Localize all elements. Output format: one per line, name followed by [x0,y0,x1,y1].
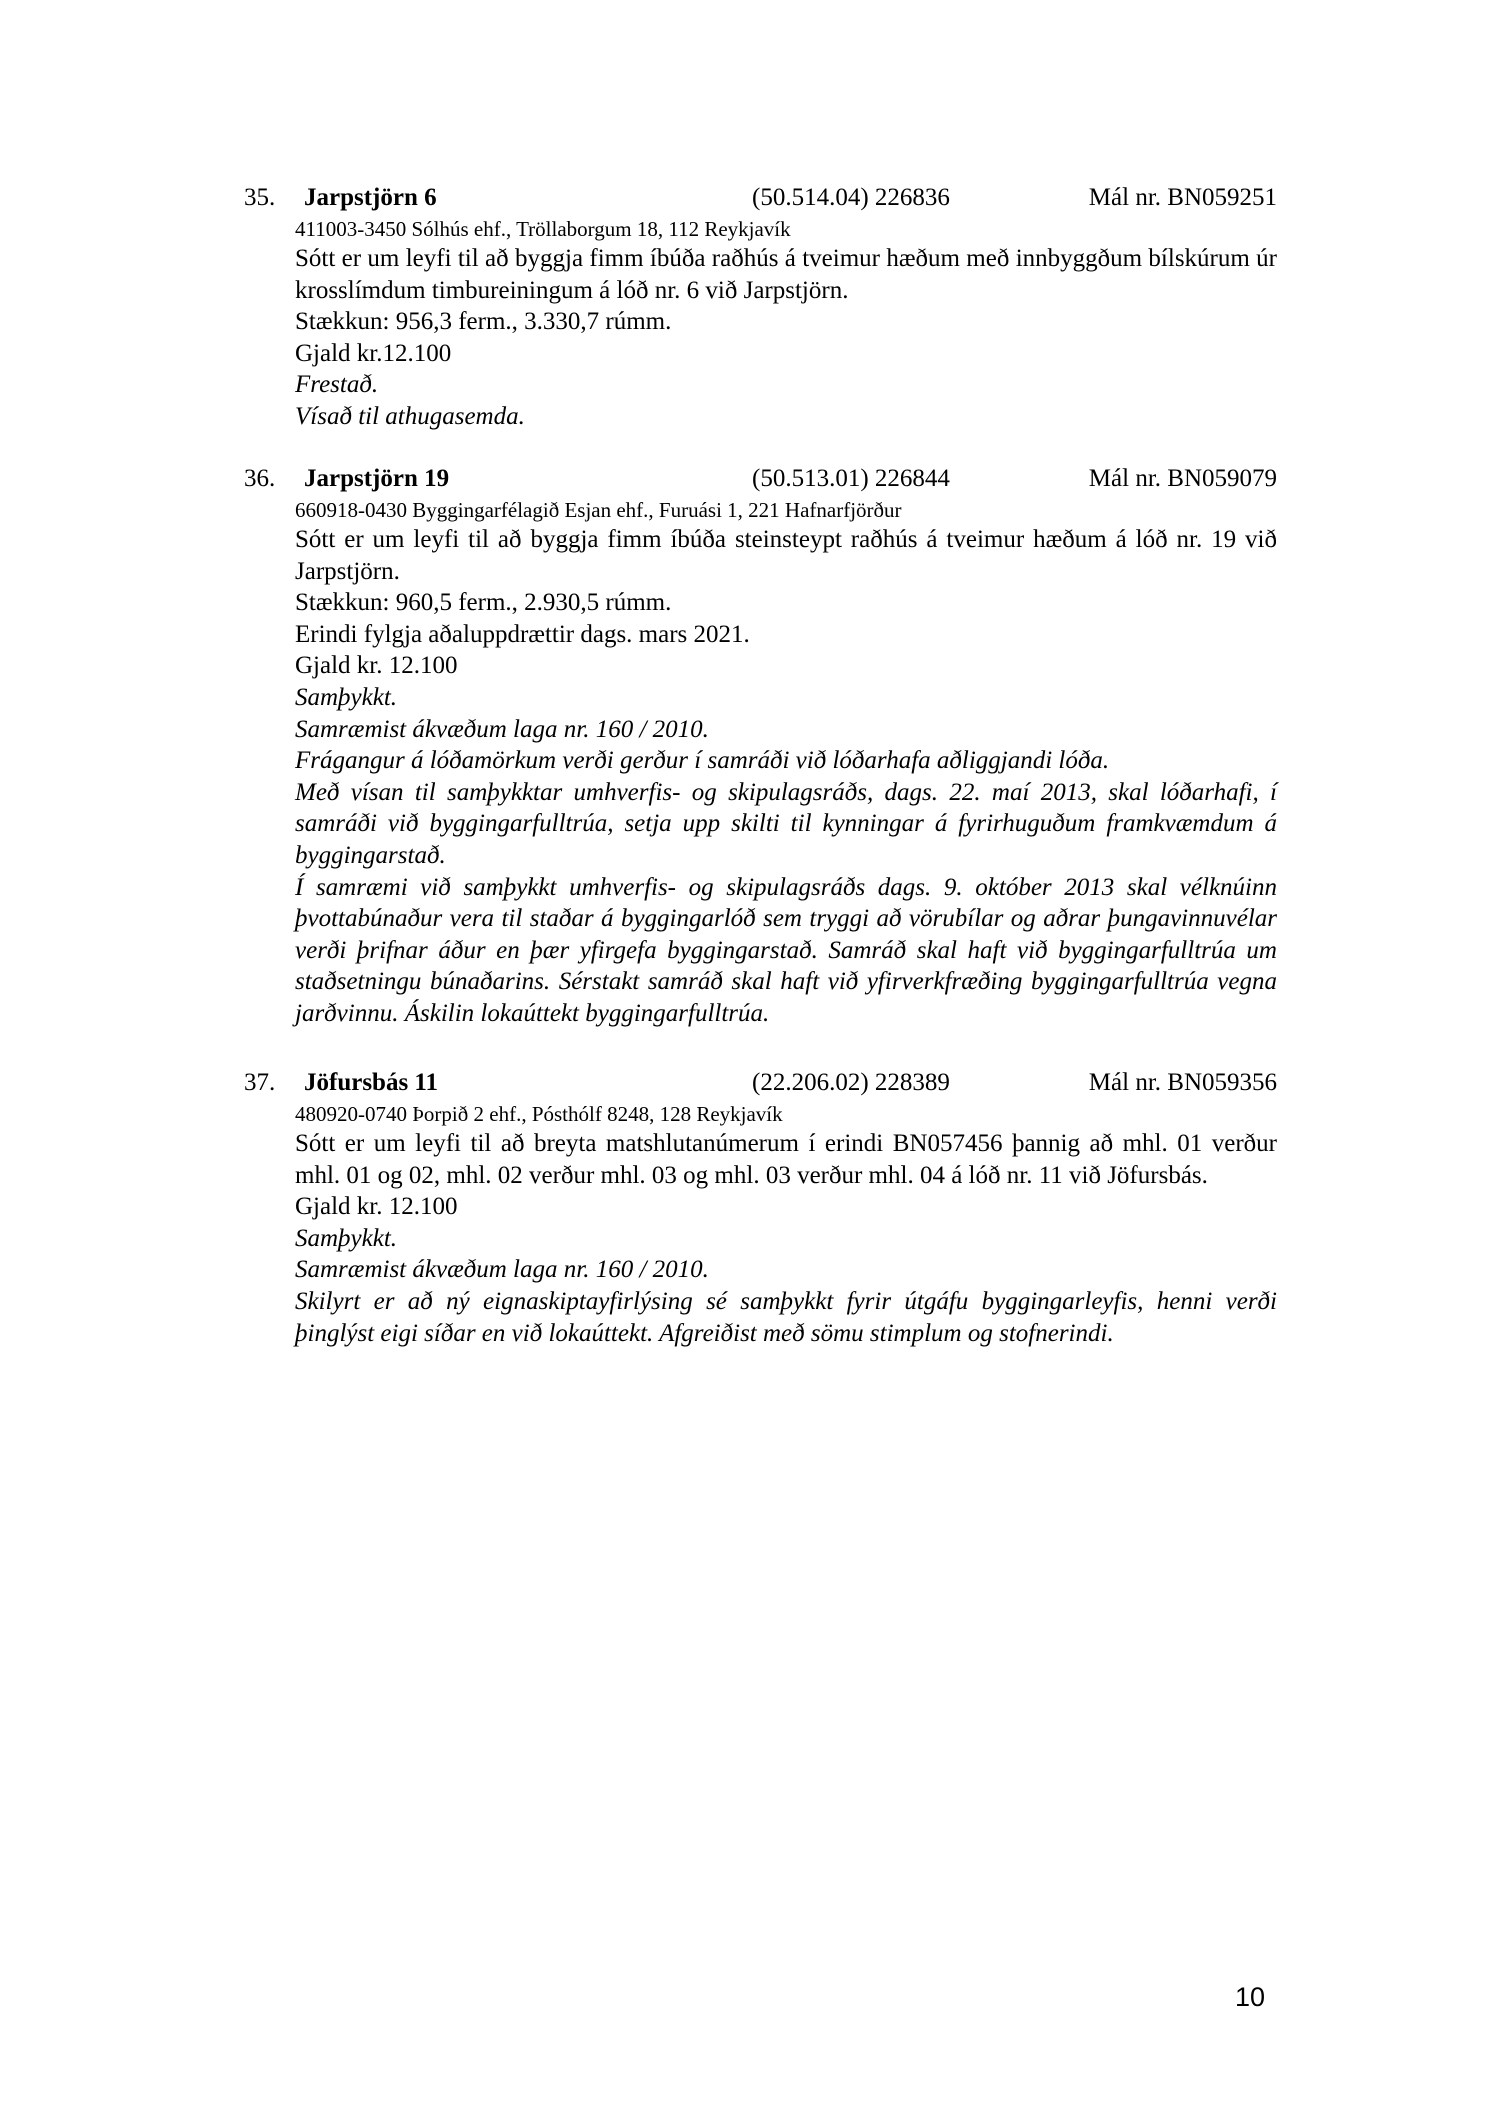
fee: Gjald kr. 12.100 [295,1193,458,1221]
item-body [295,216,1277,433]
note: Í samræmi við samþykkt umhverfis- og skipulagsráðs dags. 9. október 2013 skal vélknúinn þvottabúnaður vera til staðar á byggingarlóð sem tryggi að vörubílar og aðrar þungavinnuvélar verði þrifnar áður en þær yfirgefa byggingarstað. Samráð skal haft við byggingarfulltrúa um staðsetningu búnaðarins. Sérstakt samráð skal haft við yfirverkfræðing byggingarfulltrúa vegna jarðvinnu. Áskilin lokaúttekt byggingarfulltrúa. [295,873,1277,1027]
note: Skilyrt er að ný eignaskiptayfirlýsing sé samþykkt fyrir útgáfu byggingarleyfis, henni verði þinglýst eigi síðar en við lokaúttekt. Afgreiðist með sömu stimplum og stofnerindi. [295,1287,1277,1347]
case-number: Mál nr. BN059251 [1088,184,1277,211]
decision: Samþykkt. [295,1224,398,1252]
decision: Frestað. [295,371,379,399]
case-number: Mál nr. BN059079 [1088,465,1277,492]
item-number: 35. [244,184,276,211]
agenda-item [0,1065,1500,1349]
decision: Samþykkt. [295,683,398,711]
drawings-note: Erindi fylgja aðaluppdrættir dags. mars 2021. [295,620,750,648]
item-header [0,1065,1500,1101]
item-address: Jarpstjörn 19 [304,465,450,492]
agenda-item [0,180,1500,433]
applicant: 411003-3450 Sólhús ehf., Tröllaborgum 18, 112 Reykjavík [295,217,791,241]
item-number: 37. [244,1069,276,1096]
item-body [295,1101,1277,1349]
item-header [0,180,1500,216]
case-number: Mál nr. BN059356 [1088,1069,1277,1096]
fee: Gjald kr.12.100 [295,339,452,367]
property-code: (22.206.02) 228389 [752,1069,950,1096]
fee: Gjald kr. 12.100 [295,652,458,680]
enlargement: Stækkun: 956,3 ferm., 3.330,7 rúmm. [295,308,672,336]
note: Með vísan til samþykktar umhverfis- og skipulagsráðs, dags. 22. maí 2013, skal lóðarhafi, í samráði við byggingarfulltrúa, setja upp skilti til kynningar á fyrirhuguðum framkvæmdum á byggingarstað. [295,778,1277,869]
description: Sótt er um leyfi til að byggja fimm íbúða raðhús á tveimur hæðum með innbyggðum bílskúrum úr krosslímdum timbureiningum á lóð nr. 6 við Jarpstjörn. [295,245,1277,304]
agenda-item [0,461,1500,1030]
note: Vísað til athugasemda. [295,402,525,430]
enlargement: Stækkun: 960,5 ferm., 2.930,5 rúmm. [295,589,672,617]
item-address: Jarpstjörn 6 [304,184,437,211]
item-number: 36. [244,465,276,492]
page-number: 10 [1234,1982,1265,2012]
property-code: (50.513.01) 226844 [752,465,950,492]
applicant: 480920-0740 Þorpið 2 ehf., Pósthólf 8248, 128 Reykjavík [295,1102,783,1126]
description: Sótt er um leyfi til að byggja fimm íbúða steinsteypt raðhús á tveimur hæðum á lóð nr. 19 við Jarpstjörn. [295,526,1277,585]
property-code: (50.514.04) 226836 [752,184,950,211]
note: Samræmist ákvæðum laga nr. 160 / 2010. [295,1256,709,1284]
note: Frágangur á lóðamörkum verði gerður í samráði við lóðarhafa aðliggjandi lóða. [295,747,1110,775]
item-header [0,461,1500,497]
applicant: 660918-0430 Byggingarfélagið Esjan ehf., Furuási 1, 221 Hafnarfjörður [295,498,902,522]
note: Samræmist ákvæðum laga nr. 160 / 2010. [295,715,709,743]
item-address: Jöfursbás 11 [304,1069,439,1096]
description: Sótt er um leyfi til að breyta matshlutanúmerum í erindi BN057456 þannig að mhl. 01 verður mhl. 01 og 02, mhl. 02 verður mhl. 03 og mhl. 03 verður mhl. 04 á lóð nr. 11 við Jöfursbás. [295,1130,1277,1189]
item-body [295,497,1277,1030]
